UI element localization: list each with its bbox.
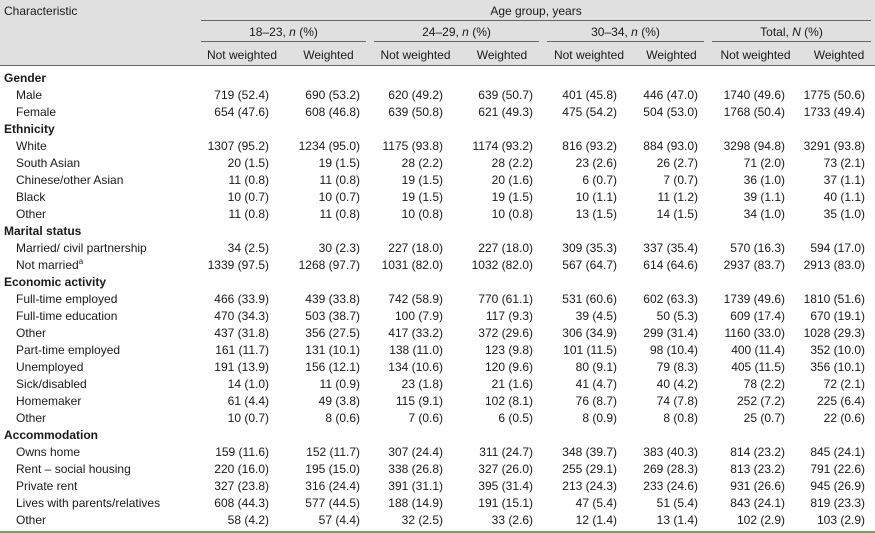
section-heading: Ethnicity bbox=[4, 121, 55, 136]
weighted-cell: 233 (24.6) bbox=[643, 478, 698, 493]
not-weighted-cell: 1175 (93.8) bbox=[382, 138, 443, 153]
weighted-cell: 311 (24.7) bbox=[479, 444, 533, 459]
table-row bbox=[0, 86, 875, 103]
not-weighted-cell: 161 (11.7) bbox=[215, 342, 269, 357]
weighted-cell: 14 (1.5) bbox=[656, 206, 698, 221]
table-row bbox=[0, 239, 875, 256]
sub-header-blank bbox=[0, 44, 197, 66]
not-weighted-cell: 100 (7.9) bbox=[394, 308, 443, 323]
not-weighted-cell: 309 (35.3) bbox=[562, 240, 617, 255]
row-label: Rent – social housing bbox=[16, 461, 131, 476]
not-weighted-cell: 78 (2.2) bbox=[743, 376, 785, 391]
weighted-cell: 79 (8.3) bbox=[656, 359, 698, 374]
table-row bbox=[0, 443, 875, 460]
not-weighted-cell: 931 (26.6) bbox=[730, 478, 785, 493]
not-weighted-cell: 10 (0.8) bbox=[401, 206, 443, 221]
table-row bbox=[0, 290, 875, 307]
not-weighted-cell: 1740 (49.6) bbox=[723, 87, 785, 102]
not-weighted-cell: 227 (18.0) bbox=[388, 240, 443, 255]
not-weighted-cell: 466 (33.9) bbox=[214, 291, 269, 306]
row-label: Black bbox=[16, 189, 46, 204]
row-label: Part-time employed bbox=[16, 342, 121, 357]
age-group-column-header: 30–34, n (%) bbox=[543, 23, 708, 44]
weighted-cell: 1028 (29.3) bbox=[803, 325, 866, 340]
weighted-cell: 11 (1.2) bbox=[657, 189, 698, 204]
weighted-cell: 439 (33.8) bbox=[305, 291, 360, 306]
weighted-cell: 639 (50.7) bbox=[478, 87, 533, 102]
age-group-column-header: 24–29, n (%) bbox=[370, 23, 543, 44]
weighted-cell: 446 (47.0) bbox=[643, 87, 698, 102]
weighted-cell: 19 (1.5) bbox=[491, 189, 533, 204]
weighted-cell: 594 (17.0) bbox=[810, 240, 866, 255]
weighted-cell: 690 (53.2) bbox=[305, 87, 360, 102]
weighted-cell: 131 (10.1) bbox=[305, 342, 360, 357]
weighted-cell: 8 (0.6) bbox=[325, 410, 360, 425]
not-weighted-cell: 6 (0.7) bbox=[582, 172, 617, 187]
not-weighted-cell: 1160 (33.0) bbox=[724, 325, 785, 340]
not-weighted-cell: 475 (54.2) bbox=[562, 104, 617, 119]
not-weighted-header: Not weighted bbox=[197, 44, 287, 66]
weighted-cell: 37 (1.1) bbox=[823, 172, 866, 187]
not-weighted-cell: 417 (33.2) bbox=[388, 325, 443, 340]
weighted-cell: 602 (63.3) bbox=[643, 291, 698, 306]
row-label: Full-time education bbox=[16, 308, 118, 323]
not-weighted-cell: 813 (23.2) bbox=[730, 461, 785, 476]
not-weighted-cell: 58 (4.2) bbox=[227, 512, 269, 527]
weighted-cell: 26 (2.7) bbox=[656, 155, 698, 170]
not-weighted-cell: 134 (10.6) bbox=[388, 359, 443, 374]
weighted-cell: 30 (2.3) bbox=[318, 240, 360, 255]
not-weighted-cell: 10 (0.7) bbox=[227, 189, 269, 204]
not-weighted-cell: 10 (1.1) bbox=[575, 189, 617, 204]
not-weighted-cell: 437 (31.8) bbox=[214, 325, 269, 340]
not-weighted-cell: 11 (0.8) bbox=[228, 172, 269, 187]
row-label: Married/ civil partnership bbox=[16, 240, 147, 255]
weighted-cell: 102 (8.1) bbox=[484, 393, 533, 408]
weighted-cell: 120 (9.6) bbox=[484, 359, 533, 374]
weighted-cell: 945 (26.9) bbox=[810, 478, 866, 493]
age-group-column-header: 18–23, n (%) bbox=[197, 23, 370, 44]
not-weighted-cell: 115 (9.1) bbox=[395, 393, 443, 408]
not-weighted-cell: 41 (4.7) bbox=[575, 376, 617, 391]
table-row bbox=[0, 511, 875, 528]
weighted-cell: 191 (15.1) bbox=[478, 495, 533, 510]
age-group-header: Age group, years bbox=[197, 0, 875, 23]
weighted-cell: 1810 (51.6) bbox=[803, 291, 866, 306]
weighted-cell: 884 (93.0) bbox=[643, 138, 698, 153]
weighted-cell: 372 (29.6) bbox=[478, 325, 533, 340]
not-weighted-cell: 1768 (50.4) bbox=[723, 104, 785, 119]
not-weighted-cell: 391 (31.1) bbox=[388, 478, 443, 493]
weighted-cell: 269 (28.3) bbox=[643, 461, 698, 476]
not-weighted-cell: 2937 (83.7) bbox=[723, 257, 785, 272]
weighted-cell: 3291 (93.8) bbox=[803, 138, 866, 153]
not-weighted-cell: 255 (29.1) bbox=[562, 461, 617, 476]
row-label: Owns home bbox=[16, 444, 81, 459]
not-weighted-cell: 47 (5.4) bbox=[575, 495, 617, 510]
not-weighted-cell: 159 (11.6) bbox=[215, 444, 269, 459]
not-weighted-cell: 10 (0.7) bbox=[227, 410, 269, 425]
weighted-cell: 337 (35.4) bbox=[643, 240, 698, 255]
weighted-cell: 98 (10.4) bbox=[649, 342, 698, 357]
not-weighted-cell: 816 (93.2) bbox=[562, 138, 617, 153]
weighted-cell: 225 (6.4) bbox=[816, 393, 866, 408]
table-row bbox=[0, 103, 875, 120]
weighted-cell: 621 (49.3) bbox=[478, 104, 533, 119]
weighted-cell: 73 (2.1) bbox=[823, 155, 866, 170]
weighted-cell: 227 (18.0) bbox=[478, 240, 533, 255]
weighted-cell: 10 (0.8) bbox=[491, 206, 533, 221]
not-weighted-cell: 34 (1.0) bbox=[743, 206, 785, 221]
weighted-cell: 670 (19.1) bbox=[810, 308, 866, 323]
weighted-header: Weighted bbox=[635, 44, 708, 66]
not-weighted-cell: 348 (39.7) bbox=[562, 444, 617, 459]
table-row bbox=[0, 494, 875, 511]
table-row bbox=[0, 154, 875, 171]
not-weighted-cell: 1031 (82.0) bbox=[381, 257, 443, 272]
row-label: Sick/disabled bbox=[16, 376, 87, 391]
not-weighted-cell: 654 (47.6) bbox=[214, 104, 269, 119]
weighted-cell: 74 (7.8) bbox=[656, 393, 698, 408]
weighted-cell: 819 (23.3) bbox=[810, 495, 866, 510]
not-weighted-cell: 742 (58.9) bbox=[388, 291, 443, 306]
weighted-cell: 11 (0.9) bbox=[319, 376, 360, 391]
not-weighted-cell: 470 (34.3) bbox=[214, 308, 269, 323]
not-weighted-cell: 71 (2.0) bbox=[743, 155, 785, 170]
weighted-cell: 11 (0.8) bbox=[319, 206, 360, 221]
not-weighted-cell: 306 (34.9) bbox=[562, 325, 617, 340]
weighted-cell: 356 (10.1) bbox=[810, 359, 866, 374]
not-weighted-cell: 76 (8.7) bbox=[575, 393, 617, 408]
table-row bbox=[0, 171, 875, 188]
weighted-cell: 845 (24.1) bbox=[810, 444, 866, 459]
section-heading: Marital status bbox=[4, 223, 82, 238]
weighted-cell: 356 (27.5) bbox=[305, 325, 360, 340]
weighted-header: Weighted bbox=[461, 44, 543, 66]
weighted-cell: 13 (1.4) bbox=[656, 512, 698, 527]
section-heading: Accommodation bbox=[4, 427, 99, 442]
row-label: Other bbox=[16, 512, 47, 527]
not-weighted-cell: 1739 (49.6) bbox=[723, 291, 785, 306]
not-weighted-cell: 13 (1.5) bbox=[575, 206, 617, 221]
not-weighted-cell: 3298 (94.8) bbox=[723, 138, 785, 153]
weighted-cell: 103 (2.9) bbox=[816, 512, 866, 527]
weighted-cell: 21 (1.6) bbox=[491, 376, 533, 391]
table-row bbox=[0, 341, 875, 358]
weighted-cell: 608 (46.8) bbox=[305, 104, 360, 119]
weighted-cell: 28 (2.2) bbox=[491, 155, 533, 170]
weighted-cell: 22 (0.6) bbox=[823, 410, 866, 425]
weighted-cell: 395 (31.4) bbox=[478, 478, 533, 493]
not-weighted-cell: 34 (2.5) bbox=[227, 240, 269, 255]
not-weighted-cell: 19 (1.5) bbox=[401, 189, 443, 204]
weighted-cell: 33 (2.6) bbox=[491, 512, 533, 527]
weighted-cell: 327 (26.0) bbox=[478, 461, 533, 476]
weighted-cell: 1268 (97.7) bbox=[298, 257, 360, 272]
not-weighted-cell: 138 (11.0) bbox=[389, 342, 443, 357]
weighted-cell: 123 (9.8) bbox=[484, 342, 533, 357]
weighted-cell: 10 (0.7) bbox=[318, 189, 360, 204]
not-weighted-cell: 12 (1.4) bbox=[575, 512, 617, 527]
not-weighted-cell: 843 (24.1) bbox=[730, 495, 785, 510]
not-weighted-cell: 639 (50.8) bbox=[388, 104, 443, 119]
table-row bbox=[0, 205, 875, 222]
table-row bbox=[0, 375, 875, 392]
weighted-cell: 299 (31.4) bbox=[643, 325, 698, 340]
weighted-cell: 40 (1.1) bbox=[823, 189, 866, 204]
not-weighted-cell: 570 (16.3) bbox=[730, 240, 785, 255]
weighted-cell: 1174 (93.2) bbox=[472, 138, 533, 153]
row-label: Female bbox=[16, 104, 57, 119]
not-weighted-cell: 61 (4.4) bbox=[227, 393, 269, 408]
not-weighted-cell: 19 (1.5) bbox=[401, 172, 443, 187]
weighted-cell: 57 (4.4) bbox=[318, 512, 360, 527]
weighted-cell: 1234 (95.0) bbox=[298, 138, 360, 153]
row-label: South Asian bbox=[16, 155, 81, 170]
not-weighted-cell: 20 (1.5) bbox=[227, 155, 269, 170]
weighted-cell: 20 (1.6) bbox=[491, 172, 533, 187]
not-weighted-cell: 327 (23.8) bbox=[214, 478, 269, 493]
weighted-cell: 1775 (50.6) bbox=[803, 87, 866, 102]
row-label: White bbox=[16, 138, 47, 153]
weighted-cell: 770 (61.1) bbox=[478, 291, 533, 306]
not-weighted-cell: 23 (2.6) bbox=[575, 155, 617, 170]
not-weighted-cell: 188 (14.9) bbox=[388, 495, 443, 510]
not-weighted-cell: 11 (0.8) bbox=[228, 206, 269, 221]
weighted-cell: 72 (2.1) bbox=[823, 376, 866, 391]
not-weighted-cell: 32 (2.5) bbox=[401, 512, 443, 527]
row-label: Chinese/other Asian bbox=[16, 172, 124, 187]
weighted-header: Weighted bbox=[803, 44, 875, 66]
row-label: Homemaker bbox=[16, 393, 82, 408]
table-row bbox=[0, 392, 875, 409]
weighted-cell: 35 (1.0) bbox=[823, 206, 866, 221]
not-weighted-cell: 101 (11.5) bbox=[563, 342, 617, 357]
not-weighted-cell: 39 (1.1) bbox=[743, 189, 785, 204]
not-weighted-cell: 252 (7.2) bbox=[736, 393, 785, 408]
table-row bbox=[0, 137, 875, 154]
row-label: Private rent bbox=[16, 478, 78, 493]
weighted-cell: 577 (44.5) bbox=[305, 495, 360, 510]
not-weighted-cell: 25 (0.7) bbox=[743, 410, 785, 425]
weighted-cell: 49 (3.8) bbox=[318, 393, 360, 408]
not-weighted-cell: 39 (4.5) bbox=[575, 308, 617, 323]
not-weighted-cell: 405 (11.5) bbox=[731, 359, 785, 374]
not-weighted-cell: 220 (16.0) bbox=[214, 461, 269, 476]
not-weighted-cell: 28 (2.2) bbox=[401, 155, 443, 170]
weighted-cell: 614 (64.6) bbox=[643, 257, 698, 272]
table-row bbox=[0, 188, 875, 205]
weighted-cell: 152 (11.7) bbox=[306, 444, 360, 459]
table-row bbox=[0, 409, 875, 426]
weighted-cell: 2913 (83.0) bbox=[803, 257, 866, 272]
weighted-cell: 383 (40.3) bbox=[643, 444, 698, 459]
row-label: Other bbox=[16, 206, 47, 221]
age-group-column-header: Total, N (%) bbox=[708, 23, 875, 44]
table-row bbox=[0, 307, 875, 324]
not-weighted-cell: 609 (17.4) bbox=[730, 308, 785, 323]
weighted-cell: 51 (5.4) bbox=[656, 495, 698, 510]
not-weighted-cell: 338 (26.8) bbox=[388, 461, 443, 476]
not-weighted-cell: 8 (0.9) bbox=[582, 410, 617, 425]
row-label: Unemployed bbox=[16, 359, 84, 374]
not-weighted-cell: 14 (1.0) bbox=[227, 376, 269, 391]
table-row bbox=[0, 324, 875, 341]
not-weighted-cell: 814 (23.2) bbox=[730, 444, 785, 459]
weighted-cell: 8 (0.8) bbox=[663, 410, 698, 425]
not-weighted-cell: 7 (0.6) bbox=[408, 410, 443, 425]
not-weighted-cell: 80 (9.1) bbox=[575, 359, 617, 374]
weighted-cell: 156 (12.1) bbox=[305, 359, 360, 374]
not-weighted-cell: 719 (52.4) bbox=[214, 87, 269, 102]
weighted-cell: 117 (9.3) bbox=[485, 308, 533, 323]
not-weighted-cell: 567 (64.7) bbox=[562, 257, 617, 272]
not-weighted-cell: 608 (44.3) bbox=[214, 495, 269, 510]
weighted-cell: 50 (5.3) bbox=[656, 308, 698, 323]
not-weighted-header: Not weighted bbox=[370, 44, 461, 66]
not-weighted-cell: 401 (45.8) bbox=[562, 87, 617, 102]
row-label: Not married$^a$ bbox=[16, 256, 84, 272]
not-weighted-cell: 620 (49.2) bbox=[388, 87, 443, 102]
row-label: Full-time employed bbox=[16, 291, 118, 306]
table-row bbox=[0, 358, 875, 375]
not-weighted-header: Not weighted bbox=[708, 44, 803, 66]
characteristic-header: Characteristic bbox=[4, 4, 78, 18]
not-weighted-cell: 400 (11.4) bbox=[731, 342, 785, 357]
weighted-header: Weighted bbox=[287, 44, 370, 66]
row-label: Lives with parents/relatives bbox=[16, 495, 161, 510]
weighted-cell: 11 (0.8) bbox=[319, 172, 360, 187]
weighted-cell: 316 (24.4) bbox=[305, 478, 360, 493]
not-weighted-cell: 1339 (97.5) bbox=[207, 257, 269, 272]
row-label: Other bbox=[16, 410, 47, 425]
weighted-cell: 19 (1.5) bbox=[318, 155, 360, 170]
weighted-cell: 1032 (82.0) bbox=[471, 257, 533, 272]
not-weighted-cell: 531 (60.6) bbox=[562, 291, 617, 306]
not-weighted-cell: 191 (13.9) bbox=[214, 359, 269, 374]
weighted-cell: 504 (53.0) bbox=[643, 104, 698, 119]
table-row bbox=[0, 256, 875, 273]
row-label: Other bbox=[16, 325, 47, 340]
not-weighted-cell: 102 (2.9) bbox=[736, 512, 785, 527]
table-row bbox=[0, 477, 875, 494]
not-weighted-cell: 36 (1.0) bbox=[743, 172, 785, 187]
weighted-cell: 195 (15.0) bbox=[305, 461, 360, 476]
weighted-cell: 503 (38.7) bbox=[305, 308, 360, 323]
weighted-cell: 6 (0.5) bbox=[498, 410, 533, 425]
not-weighted-cell: 307 (24.4) bbox=[388, 444, 443, 459]
weighted-cell: 352 (10.0) bbox=[810, 342, 866, 357]
not-weighted-cell: 213 (24.3) bbox=[562, 478, 617, 493]
table-row bbox=[0, 460, 875, 477]
weighted-cell: 7 (0.7) bbox=[663, 172, 698, 187]
not-weighted-header: Not weighted bbox=[543, 44, 635, 66]
footnote-marker: a bbox=[78, 256, 84, 266]
row-label: Male bbox=[16, 87, 43, 102]
section-heading: Gender bbox=[4, 70, 47, 85]
not-weighted-cell: 1307 (95.2) bbox=[207, 138, 269, 153]
weighted-cell: 791 (22.6) bbox=[810, 461, 866, 476]
weighted-cell: 40 (4.2) bbox=[656, 376, 698, 391]
section-heading: Economic activity bbox=[4, 274, 107, 289]
not-weighted-cell: 23 (1.8) bbox=[401, 376, 443, 391]
weighted-cell: 1733 (49.4) bbox=[803, 104, 866, 119]
